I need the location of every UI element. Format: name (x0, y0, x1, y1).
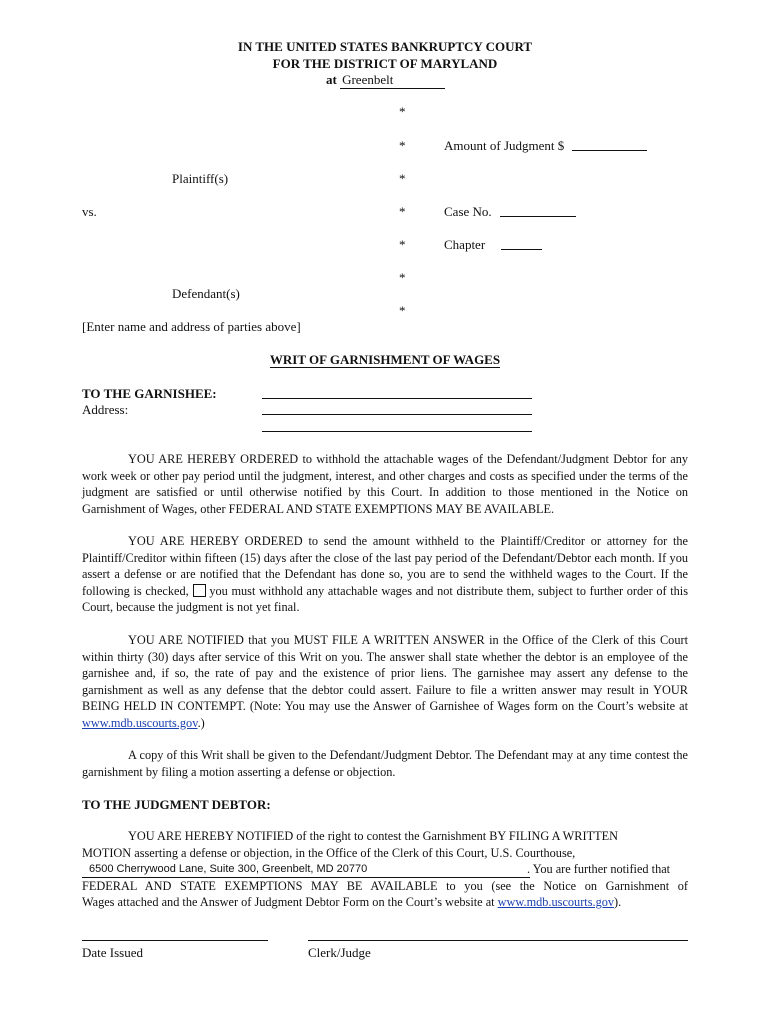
written-answer-paragraph: YOU ARE NOTIFIED that you MUST FILE A WRITTEN ANSWER in the Office of the Clerk of this Court within thirty (30) days after service of this Writ on you. The answer shall state whether the debtor is an employee of the garnishee and, if so, the rate of pay and the existence of prior liens. The garnishee may assert any defense to the garnishment as well as any defense that the debtor could assert. Failure to file a written answer may result in YOUR BEING HELD IN CONTEMPT. (Note: You may use the Answer of Garnishee of Wages form on the Court’s website at www.mdb.uscourts.gov.) (82, 633, 688, 730)
send-amount-paragraph: YOU ARE HEREBY ORDERED to send the amount withheld to the Plaintiff/Creditor or attorney for the Plaintiff/Creditor within fifteen (15) days after the close of the last pay period of the Defendant/Debtor each month. If you assert a defense or are notified that the Defendant has done so, you are to send the withheld wages to the Court. If the following is checked, you must withhold any attachable wages and not distribute them, subject to further order of this Court, because the judgment is not yet final. (82, 534, 689, 614)
withhold-order-paragraph: YOU ARE HEREBY ORDERED to withhold the attachable wages of the Defendant/Judgment Debtor for any work week or other pay period until the judgment, interest, and other charges and costs as specified under the terms of the judgment are satisfied or until otherwise notified by this Court. In addition to those mentioned in the Notice on Garnishment of Wages, other FEDERAL AND STATE EXEMPTIONS MAY BE AVAILABLE. (82, 452, 688, 516)
case-number-row (444, 204, 576, 220)
caption-star: * (399, 270, 406, 285)
case-number-label: Case No. (444, 204, 492, 219)
judgment-not-final-checkbox[interactable] (193, 584, 206, 597)
chapter-label: Chapter (444, 237, 486, 252)
document-title: WRIT OF GARNISHMENT OF WAGES (269, 352, 501, 367)
vs-label: vs. (82, 204, 97, 219)
court-website-link[interactable]: www.mdb.uscourts.gov (82, 715, 198, 730)
caption-star: * (399, 138, 406, 153)
chapter-row (444, 237, 542, 253)
notified-line-5: Wages attached and the Answer of Judgment Debtor Form on the Court’s website at www.mdb.uscourts.gov). (82, 895, 622, 909)
court-website-link-2[interactable]: www.mdb.uscourts.gov (497, 895, 615, 909)
notified-line-4: FEDERAL AND STATE EXEMPTIONS MAY BE AVAILABLE to you (see the Notice on Garnishment of (82, 879, 688, 893)
clerk-judge-label: Clerk/Judge (308, 945, 371, 960)
courthouse-address-line (82, 877, 530, 878)
amount-field[interactable] (572, 138, 647, 151)
caption-star: * (399, 237, 406, 252)
garnishee-address-label: Address: (82, 402, 129, 417)
date-issued-label: Date Issued (82, 945, 144, 960)
chapter-field[interactable] (501, 237, 542, 250)
plaintiff-label: Plaintiff(s) (172, 171, 229, 186)
amount-label: Amount of Judgment $ (444, 138, 565, 153)
caption-star: * (399, 104, 406, 119)
notified-line-1: YOU ARE HEREBY NOTIFIED of the right to contest the Garnishment BY FILING A WRITTEN (128, 829, 618, 843)
defendant-label: Defendant(s) (172, 286, 240, 301)
clerk-signature-line[interactable] (308, 940, 688, 941)
garnishee-name-line[interactable] (262, 398, 532, 399)
parties-instructions: [Enter name and address of parties above] (82, 319, 301, 334)
amount-of-judgment-row (444, 138, 647, 154)
caption-star: * (399, 171, 406, 186)
caption-star: * (399, 204, 406, 219)
notified-line-2: MOTION asserting a defense or objection, in the Office of the Clerk of this Court, U.S. Courthouse, (82, 846, 576, 860)
copy-of-writ-paragraph: A copy of this Writ shall be given to the Defendant/Judgment Debtor. The Defendant may at any time contest the garnishment by filing a motion asserting a defense or objection. (82, 748, 688, 779)
court-name-line2: FOR THE DISTRICT OF MARYLAND (272, 56, 498, 71)
court-name-line1: IN THE UNITED STATES BANKRUPTCY COURT (237, 39, 533, 54)
garnishee-address-line-2[interactable] (262, 431, 532, 432)
garnishee-heading: TO THE GARNISHEE: (82, 386, 217, 401)
court-location-field[interactable] (340, 72, 445, 89)
date-issued-line[interactable] (82, 940, 268, 941)
at-label: at (326, 72, 337, 87)
caption-star: * (399, 303, 406, 318)
garnishee-address-line-1[interactable] (262, 414, 532, 415)
notified-line-3: . You are further notified that (527, 862, 671, 876)
case-number-field[interactable] (500, 204, 576, 217)
court-location-row (326, 72, 445, 89)
judgment-debtor-heading: TO THE JUDGMENT DEBTOR: (82, 797, 271, 812)
courthouse-address-field[interactable]: 6500 Cherrywood Lane, Suite 300, Greenbelt, MD 20770 (89, 863, 368, 875)
court-location-value: Greenbelt (342, 72, 394, 87)
